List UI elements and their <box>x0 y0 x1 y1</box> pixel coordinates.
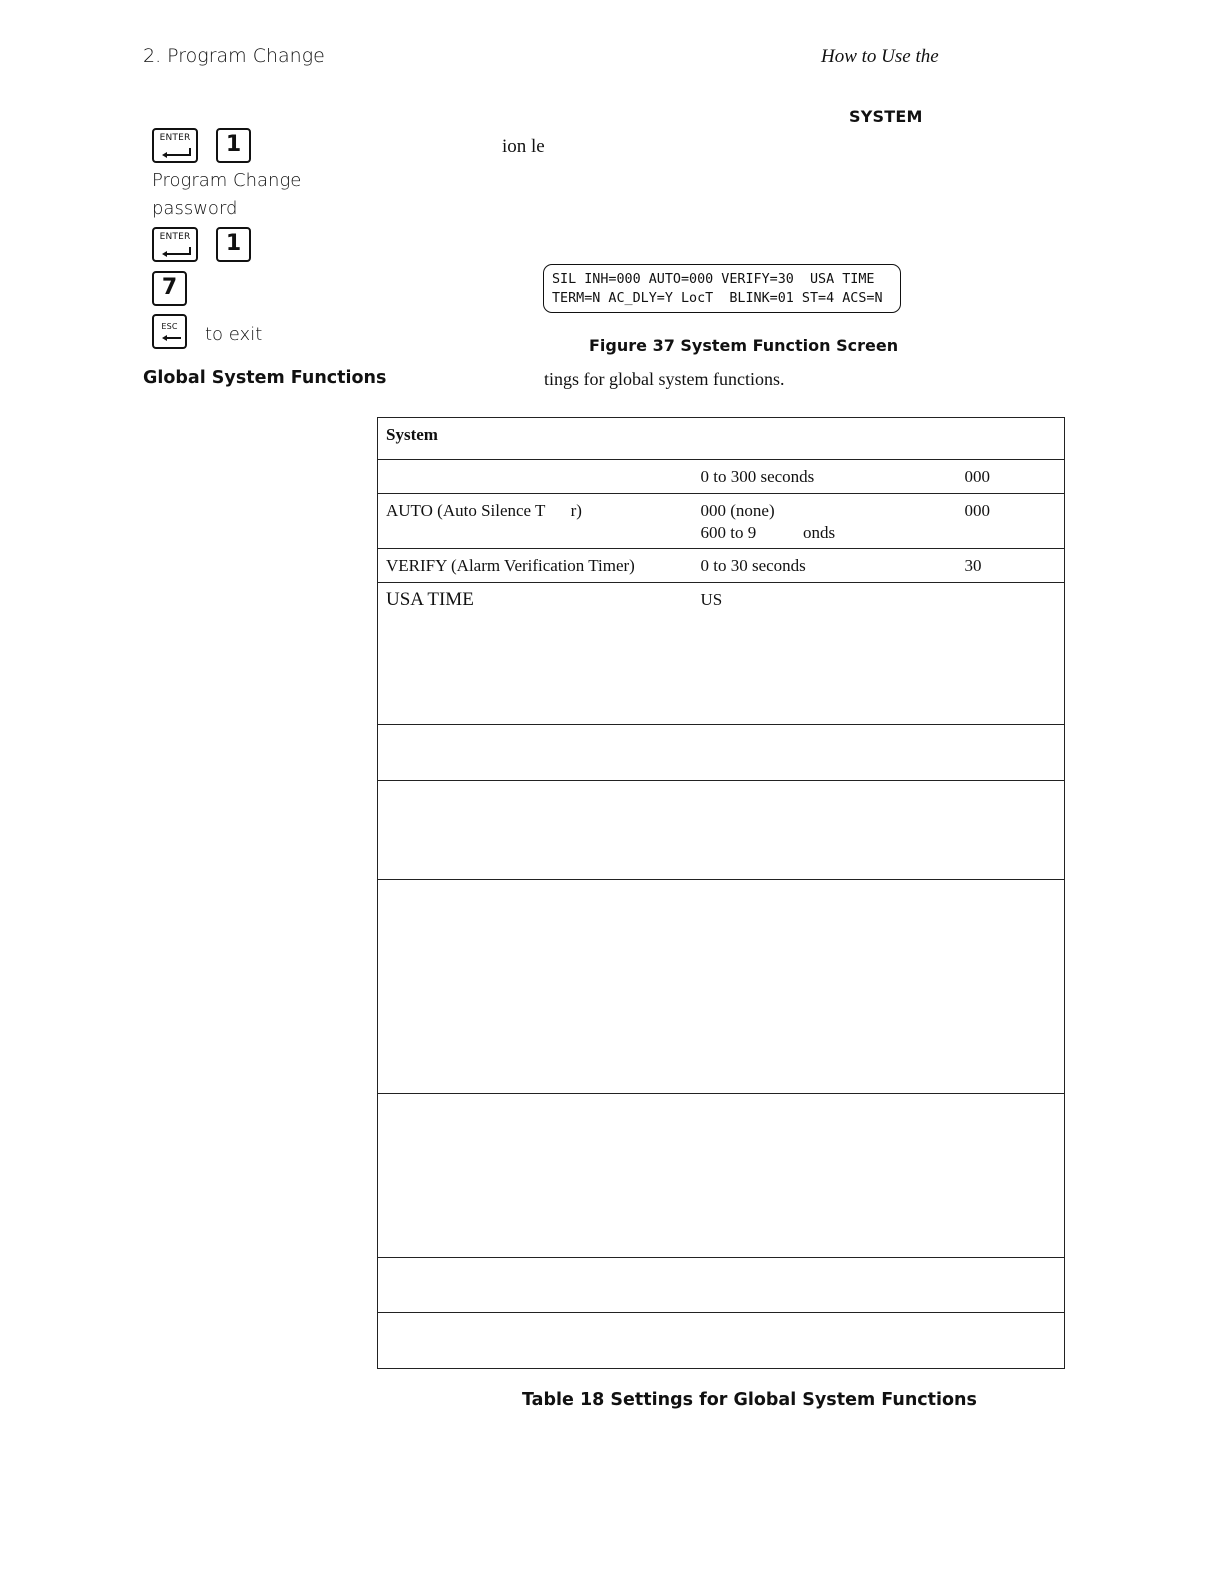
setting-name: AUTO (Auto Silence T r) <box>378 494 693 549</box>
setting-range: 0 to 30 seconds <box>693 549 957 583</box>
table-row <box>378 725 1065 781</box>
setting-default <box>957 725 1065 781</box>
settings-table <box>377 417 1065 1369</box>
step-password: password <box>152 198 238 219</box>
setting-name <box>378 725 693 781</box>
table-row <box>378 1094 1065 1258</box>
enter-key-icon: ENTER <box>152 128 198 163</box>
setting-default <box>957 583 1065 725</box>
running-header-right: How to Use the <box>821 46 939 67</box>
number-one-key-icon: 1 <box>216 227 251 262</box>
setting-name <box>378 781 693 880</box>
setting-default <box>957 1258 1065 1313</box>
setting-name: VERIFY (Alarm Verification Timer) <box>378 549 693 583</box>
enter-key-icon: ENTER <box>152 227 198 262</box>
figure-caption: Figure 37 System Function Screen <box>589 336 899 355</box>
step-program-change: Program Change <box>152 170 302 191</box>
setting-name <box>378 880 693 1094</box>
escape-arrow-icon <box>154 316 189 351</box>
setting-default <box>957 1313 1065 1369</box>
setting-range <box>693 1313 957 1369</box>
system-function-lcd-screen <box>543 264 901 313</box>
table-row <box>378 1258 1065 1313</box>
setting-range <box>693 1094 957 1258</box>
setting-range: 000 (none) 600 to 9 onds <box>693 494 957 549</box>
section-label: SYSTEM <box>849 107 923 126</box>
number-seven-key-icon: 7 <box>152 271 187 306</box>
table-header-row <box>378 418 1065 460</box>
table-row <box>378 583 1065 725</box>
setting-name <box>378 1094 693 1258</box>
table-row <box>378 781 1065 880</box>
table-row <box>378 1313 1065 1369</box>
table-row <box>378 460 1065 494</box>
table-row <box>378 549 1065 583</box>
lcd-line-1: SIL INH=000 AUTO=000 VERIFY=30 USA TIME <box>552 272 875 287</box>
number-one-key-icon: 1 <box>216 128 251 163</box>
step-to-exit: to exit <box>205 324 263 345</box>
global-system-functions-heading: Global System Functions <box>143 368 387 388</box>
setting-range: 0 to 300 seconds <box>693 460 957 494</box>
setting-range: US <box>693 583 957 725</box>
setting-default: 30 <box>957 549 1065 583</box>
running-header-left: 2. Program Change <box>143 45 325 67</box>
setting-default <box>957 880 1065 1094</box>
setting-default: 000 <box>957 460 1065 494</box>
setting-range <box>693 1258 957 1313</box>
setting-default <box>957 781 1065 880</box>
table-row <box>378 494 1065 549</box>
setting-name: USA TIME <box>378 583 693 725</box>
table-header-system: System <box>378 418 1065 460</box>
setting-name <box>378 1313 693 1369</box>
setting-range <box>693 880 957 1094</box>
setting-range <box>693 725 957 781</box>
setting-default: 000 <box>957 494 1065 549</box>
body-fragment: ion le <box>502 136 545 157</box>
lcd-line-2: TERM=N AC_DLY=Y LocT BLINK=01 ST=4 ACS=N <box>552 291 883 306</box>
enter-arrow-icon <box>154 130 200 165</box>
escape-key-icon: ESC <box>152 314 187 349</box>
intro-text: tings for global system functions. <box>544 369 785 389</box>
setting-default <box>957 1094 1065 1258</box>
setting-name <box>378 1258 693 1313</box>
setting-name <box>378 460 693 494</box>
table-caption: Table 18 Settings for Global System Functions <box>522 1390 977 1410</box>
setting-range <box>693 781 957 880</box>
enter-arrow-icon <box>154 229 200 264</box>
table-row <box>378 880 1065 1094</box>
